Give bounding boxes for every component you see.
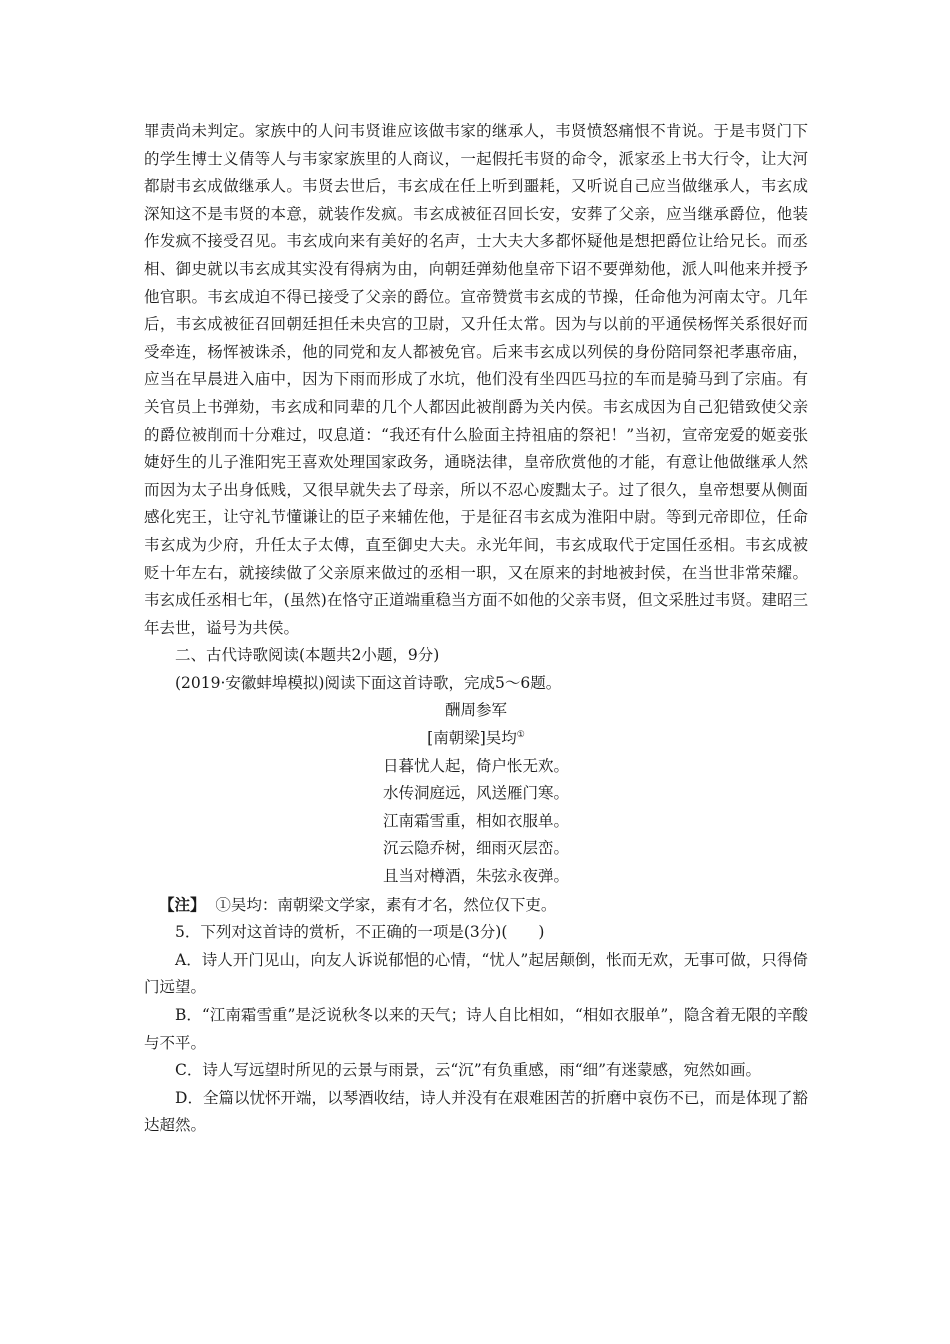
question-stem: 5．下列对这首诗的赏析，不正确的一项是(3分)( ) (175, 923, 545, 942)
poem-line: 沉云隐乔树，细雨灭层峦。 (382, 839, 569, 858)
poem-line: 水传洞庭远，风送雁门寒。 (382, 784, 569, 803)
note-text: ①吴均：南朝梁文学家，素有才名，然位仅下吏。 (215, 895, 557, 914)
option-c: C．诗人写远望时所见的云景与雨景，云“沉”有负重感，雨“细”有迷蒙感，宛然如画。 (175, 1061, 762, 1080)
poem-line: 且当对樽酒，朱弦永夜弹。 (382, 867, 569, 886)
option-a: A．诗人开门见山，向友人诉说郁悒的心情，“忧人”起居颠倒，怅而无欢，无事可做，只得倚门远望。 (144, 950, 808, 997)
poem-author (144, 725, 808, 753)
source-line: (2019·安徽蚌埠模拟)阅读下面这首诗歌，完成5～6题。 (175, 673, 562, 692)
poem-note (144, 891, 808, 920)
poem-author-text: [南朝梁]吴均 (427, 729, 517, 748)
option-b: B．“江南霜雪重”是泛说秋冬以来的天气；诗人自比相如，“相如衣服单”，隐含着无限的辛酸与不平。 (144, 1006, 808, 1052)
translation-paragraph: 罪责尚未判定。家族中的人问韦贤谁应该做韦家的继承人，韦贤愤怒痛恨不肯说。于是韦贤门下的学生博士义倩等人与韦家家族里的人商议，一起假托韦贤的命令，派家丞上书大行令，让大河都尉韦玄成做继承人。韦贤去世后，韦玄成在任上听到噩耗，又听说自己应当做继承人，韦玄成深知这不是韦贤的本意，就装作发疯。韦玄成被征召回长安，安葬了父亲，应当继承爵位，他装作发疯不接受召见。韦玄成向来有美好的名声，士大夫大多都怀疑他是想把爵位让给兄长。而丞相、御史就以韦玄成其实没有得病为由，向朝廷弹劾他皇帝下诏不要弹劾他，派人叫他来并授予他官职。韦玄成迫不得已接受了父亲的爵位。宣帝赞赏韦玄成的节操，任命他为河南太守。几年后，韦玄成被征召回朝廷担任未央宫的卫尉，又升任太常。因为与以前的平通侯杨恽关系很好而受牵连，杨恽被诛杀，他的同党和友人都被免官。后来韦玄成以列侯的身份陪同祭祀孝惠帝庙，应当在早晨进入庙中，因为下雨而形成了水坑，他们没有坐四匹马拉的车而是骑马到了宗庙。有关官员上书弹劾，韦玄成和同辈的几个人都因此被削爵为关内侯。韦玄成因为自己犯错致使父亲的爵位被削而十分难过，叹息道：“我还有什么脸面主持祖庙的祭祀！”当初，宣帝宠爱的姬妾张婕妤生的儿子淮阳宪王喜欢处理国家政务，通晓法律，皇帝欣赏他的才能，有意让他做继承人然而因为太子出身低贱，又很早就失去了母亲，所以不忍心废黜太子。过了很久，皇帝想要从侧面感化宪王，让守礼节懂谦让的臣子来辅佐他，于是征召韦玄成为淮阳中尉。等到元帝即位，任命韦玄成为少府，升任太子太傅，直至御史大夫。永光年间，韦玄成取代于定国任丞相。韦玄成被贬十年左右，就接续做了父亲原来做过的丞相一职，又在原来的封地被封侯，在当世非常荣耀。韦玄成任丞相七年，(虽然)在恪守正道端重稳当方面不如他的父亲韦贤，但文采胜过韦贤。建昭三年去世，谥号为共侯。 (144, 122, 808, 637)
poem (144, 697, 808, 890)
section-heading: 二、古代诗歌阅读(本题共2小题，9分) (175, 646, 440, 665)
note-label: 【注】 (159, 894, 206, 914)
document-page (144, 118, 808, 1140)
option-d: D．全篇以忧怀开端，以琴酒收结，诗人并没有在艰难困苦的折磨中哀伤不已，而是体现了豁达超然。 (144, 1088, 808, 1135)
poem-line: 江南霜雪重，相如衣服单。 (382, 811, 569, 830)
poem-title: 酬周参军 (444, 701, 507, 720)
poem-line: 日暮忧人起，倚户怅无欢。 (382, 756, 569, 775)
footnote-marker: ① (516, 729, 525, 740)
